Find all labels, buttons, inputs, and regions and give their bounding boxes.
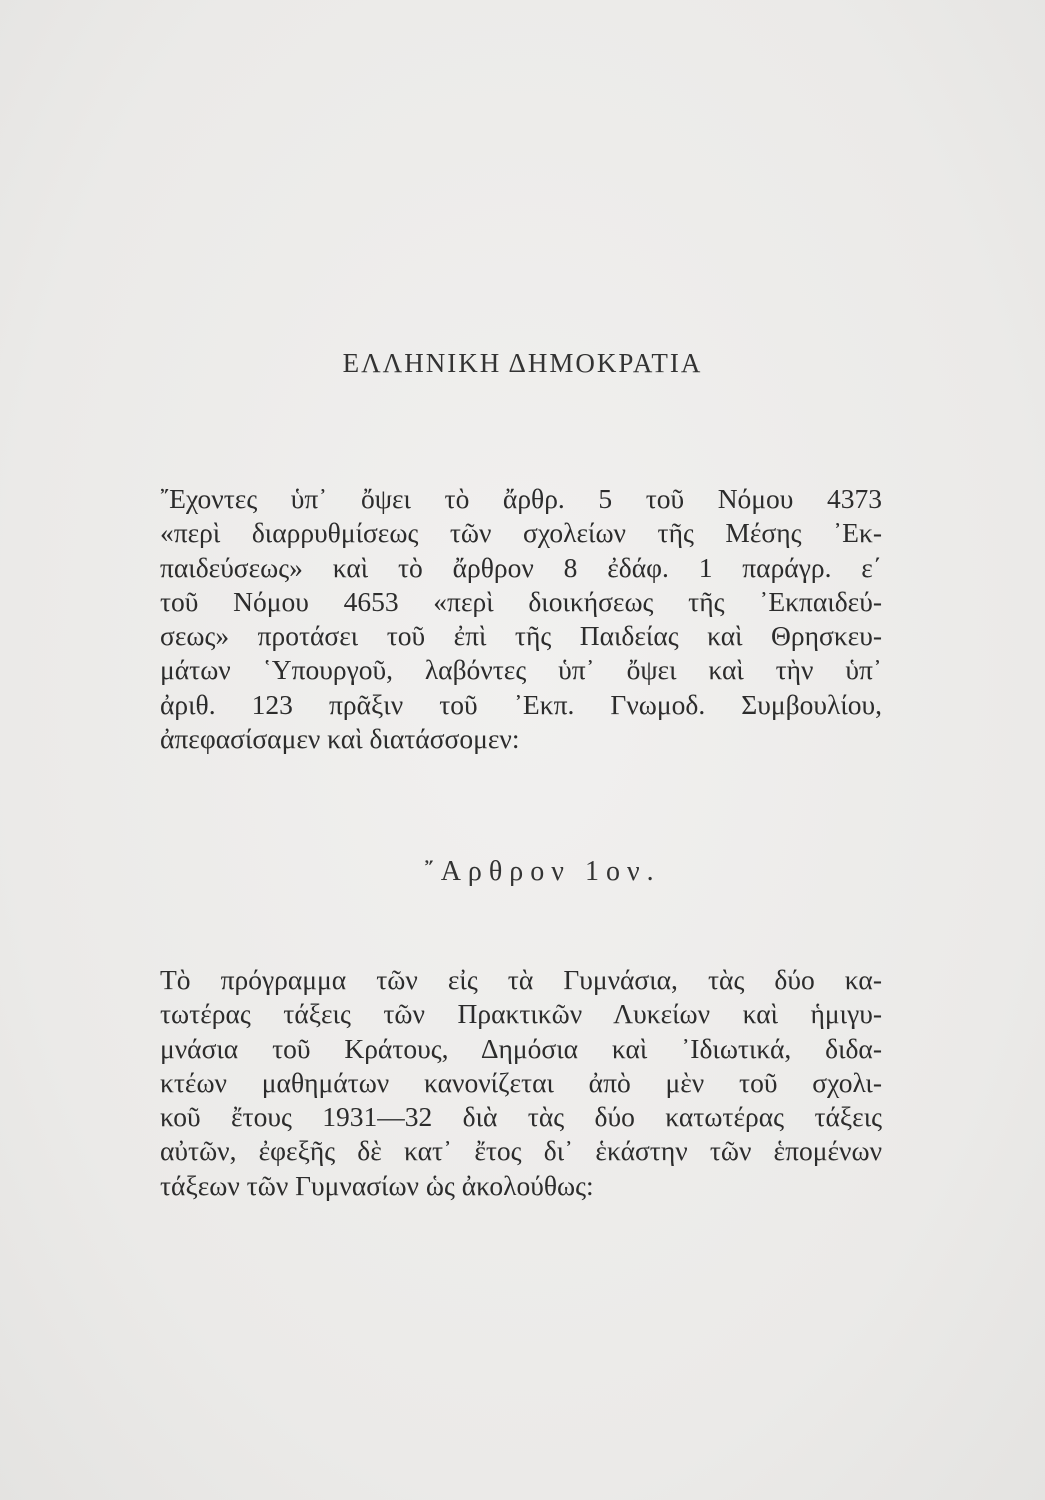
text-line: μάτων ῾Υπουργοῦ, λαβόντες ὑπ᾽ ὄψει καὶ τὴν ὑπ᾽: [160, 654, 882, 686]
text-line: μνάσια τοῦ Κράτους, Δημόσια καὶ ᾿Ιδιωτικά, διδα-: [160, 1032, 882, 1064]
text-line: ῎Εχοντες ὑπ᾽ ὄψει τὸ ἄρθρ. 5 τοῦ Νόμου 4373: [160, 483, 882, 514]
text-line: ἀριθ. 123 πρᾶξιν τοῦ ᾿Εκπ. Γνωμοδ. Συμβουλίου,: [160, 688, 882, 720]
text-line: παιδεύσεως» καὶ τὸ ἄρθρον 8 ἐδάφ. 1 παράγρ. ε΄: [160, 551, 882, 583]
text-line: σεως» προτάσει τοῦ ἐπὶ τῆς Παιδείας καὶ Θρησκευ-: [160, 620, 882, 652]
page-title: ΕΛΛΗΝΙΚΗ ΔΗΜΟΚΡΑΤΙΑ: [342, 348, 703, 378]
text-line: Τὸ πρόγραμμα τῶν εἰς τὰ Γυμνάσια, τὰς δύο κα-: [160, 964, 882, 995]
article-body-paragraph: [160, 963, 882, 1203]
intro-paragraph: [160, 482, 882, 756]
text-line: τάξεων τῶν Γυμνασίων ὡς ἀκολούθως:: [160, 1169, 594, 1201]
article-heading: ῎Αρθρον 1ον.: [424, 856, 661, 887]
text-line: ἀπεφασίσαμεν καὶ διατάσσομεν:: [160, 723, 520, 755]
text-line: τωτέρας τάξεις τῶν Πρακτικῶν Λυκείων καὶ ἡμιγυ-: [160, 998, 882, 1030]
text-line: τοῦ Νόμου 4653 «περὶ διοικήσεως τῆς ᾿Εκπαιδεύ-: [160, 585, 882, 617]
text-line: αὐτῶν, ἐφεξῆς δὲ κατ᾽ ἔτος δι᾽ ἑκάστην τῶν ἑπομένων: [160, 1135, 882, 1167]
text-line: κοῦ ἔτους 1931—32 διὰ τὰς δύο κατωτέρας τάξεις: [160, 1101, 882, 1133]
text-line: κτέων μαθημάτων κανονίζεται ἀπὸ μὲν τοῦ σχολι-: [160, 1066, 882, 1098]
text-line: «περὶ διαρρυθμίσεως τῶν σχολείων τῆς Μέσης ᾿Εκ-: [160, 517, 882, 549]
